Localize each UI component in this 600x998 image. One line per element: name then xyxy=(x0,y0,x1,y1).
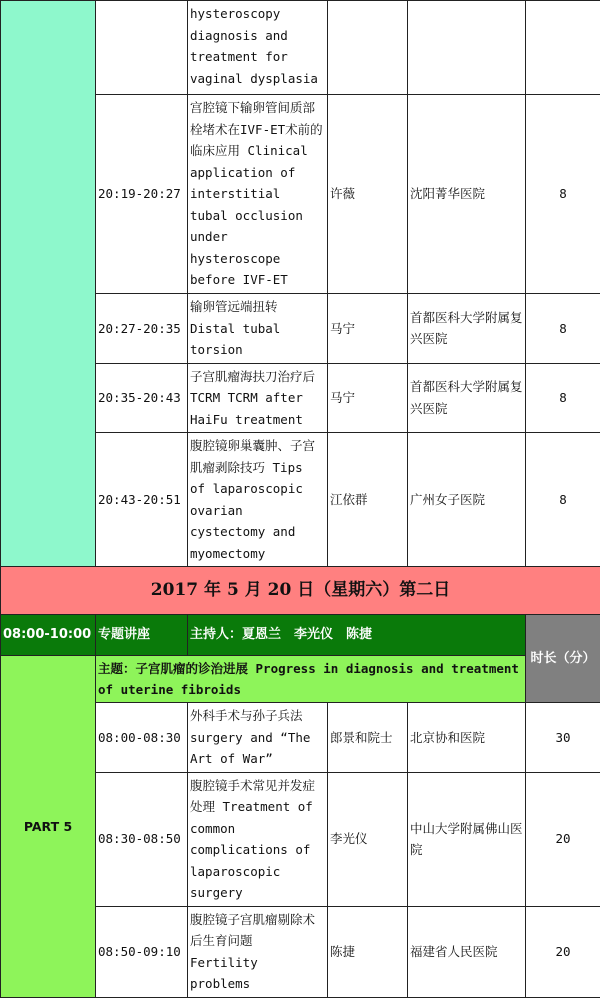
session-time: 08:00-10:00 xyxy=(1,615,96,656)
speaker-cell: 郎景和院士 xyxy=(328,703,408,773)
hospital-cell: 沈阳菁华医院 xyxy=(408,95,526,294)
minutes-cell: 20 xyxy=(526,772,600,906)
speaker-cell xyxy=(328,1,408,95)
time-cell: 20:27-20:35 xyxy=(96,294,188,364)
day-banner: 2017 年 5 月 20 日（星期六）第二日 xyxy=(1,567,600,615)
hospital-cell xyxy=(408,1,526,95)
topic-cell: 腹腔镜卵巢囊肿、子宫肌瘤剥除技巧 Tips of laparoscopic ovarian cystectomy and myomectomy xyxy=(188,433,328,567)
topic-cell: 腹腔镜手术常见并发症处理 Treatment of common complications of laparoscopic surgery xyxy=(188,772,328,906)
minutes-cell: 30 xyxy=(526,703,600,773)
minutes-cell: 8 xyxy=(526,294,600,364)
topic-cell: 腹腔镜子宫肌瘤剔除术后生育问题 Fertility problems xyxy=(188,906,328,997)
speaker-cell: 李光仪 xyxy=(328,772,408,906)
speaker-cell: 马宁 xyxy=(328,294,408,364)
topic-cell: 外科手术与孙子兵法 surgery and “The Art of War” xyxy=(188,703,328,773)
hospital-cell: 首都医科大学附属复兴医院 xyxy=(408,294,526,364)
speaker-cell: 马宁 xyxy=(328,363,408,433)
speaker-cell: 许薇 xyxy=(328,95,408,294)
time-cell: 08:00-08:30 xyxy=(96,703,188,773)
session-theme: 主题：子宫肌瘤的诊治进展 Progress in diagnosis and treatment of uterine fibroids xyxy=(96,656,526,703)
minutes-cell: 8 xyxy=(526,433,600,567)
minutes-cell xyxy=(526,1,600,95)
topic-cell: 子宫肌瘤海扶刀治疗后TCRM TCRM after HaiFu treatment xyxy=(188,363,328,433)
session-chairs: 主持人：夏恩兰 李光仪 陈捷 xyxy=(188,615,526,656)
hospital-cell: 福建省人民医院 xyxy=(408,906,526,997)
minutes-cell: 8 xyxy=(526,95,600,294)
time-cell: 20:35-20:43 xyxy=(96,363,188,433)
time-cell xyxy=(96,1,188,95)
time-cell: 20:43-20:51 xyxy=(96,433,188,567)
speaker-cell: 江依群 xyxy=(328,433,408,567)
part-label: PART 5 xyxy=(1,656,96,998)
session-type: 专题讲座 xyxy=(96,615,188,656)
hospital-cell: 广州女子医院 xyxy=(408,433,526,567)
topic-cell: 宫腔镜下输卵管间质部栓堵术在IVF-ET术前的临床应用 Clinical application of interstitial tubal occlusion under hysteroscope before IVF-ET xyxy=(188,95,328,294)
hospital-cell: 首都医科大学附属复兴医院 xyxy=(408,363,526,433)
time-cell: 20:19-20:27 xyxy=(96,95,188,294)
minutes-cell: 8 xyxy=(526,363,600,433)
theme-row xyxy=(1,656,600,703)
hospital-cell: 中山大学附属佛山医院 xyxy=(408,772,526,906)
time-cell: 08:30-08:50 xyxy=(96,772,188,906)
topic-cell: 输卵管远端扭转 Distal tubal torsion xyxy=(188,294,328,364)
session-header-row xyxy=(1,615,600,656)
time-cell: 08:50-09:10 xyxy=(96,906,188,997)
speaker-cell: 陈捷 xyxy=(328,906,408,997)
minutes-cell: 20 xyxy=(526,906,600,997)
table-row xyxy=(1,1,600,95)
duration-header: 时长（分） xyxy=(526,615,600,703)
day-banner-row xyxy=(1,567,600,615)
part-cell xyxy=(1,1,96,567)
hospital-cell: 北京协和医院 xyxy=(408,703,526,773)
topic-cell: hysteroscopy diagnosis and treatment for vaginal dysplasia xyxy=(188,1,328,95)
